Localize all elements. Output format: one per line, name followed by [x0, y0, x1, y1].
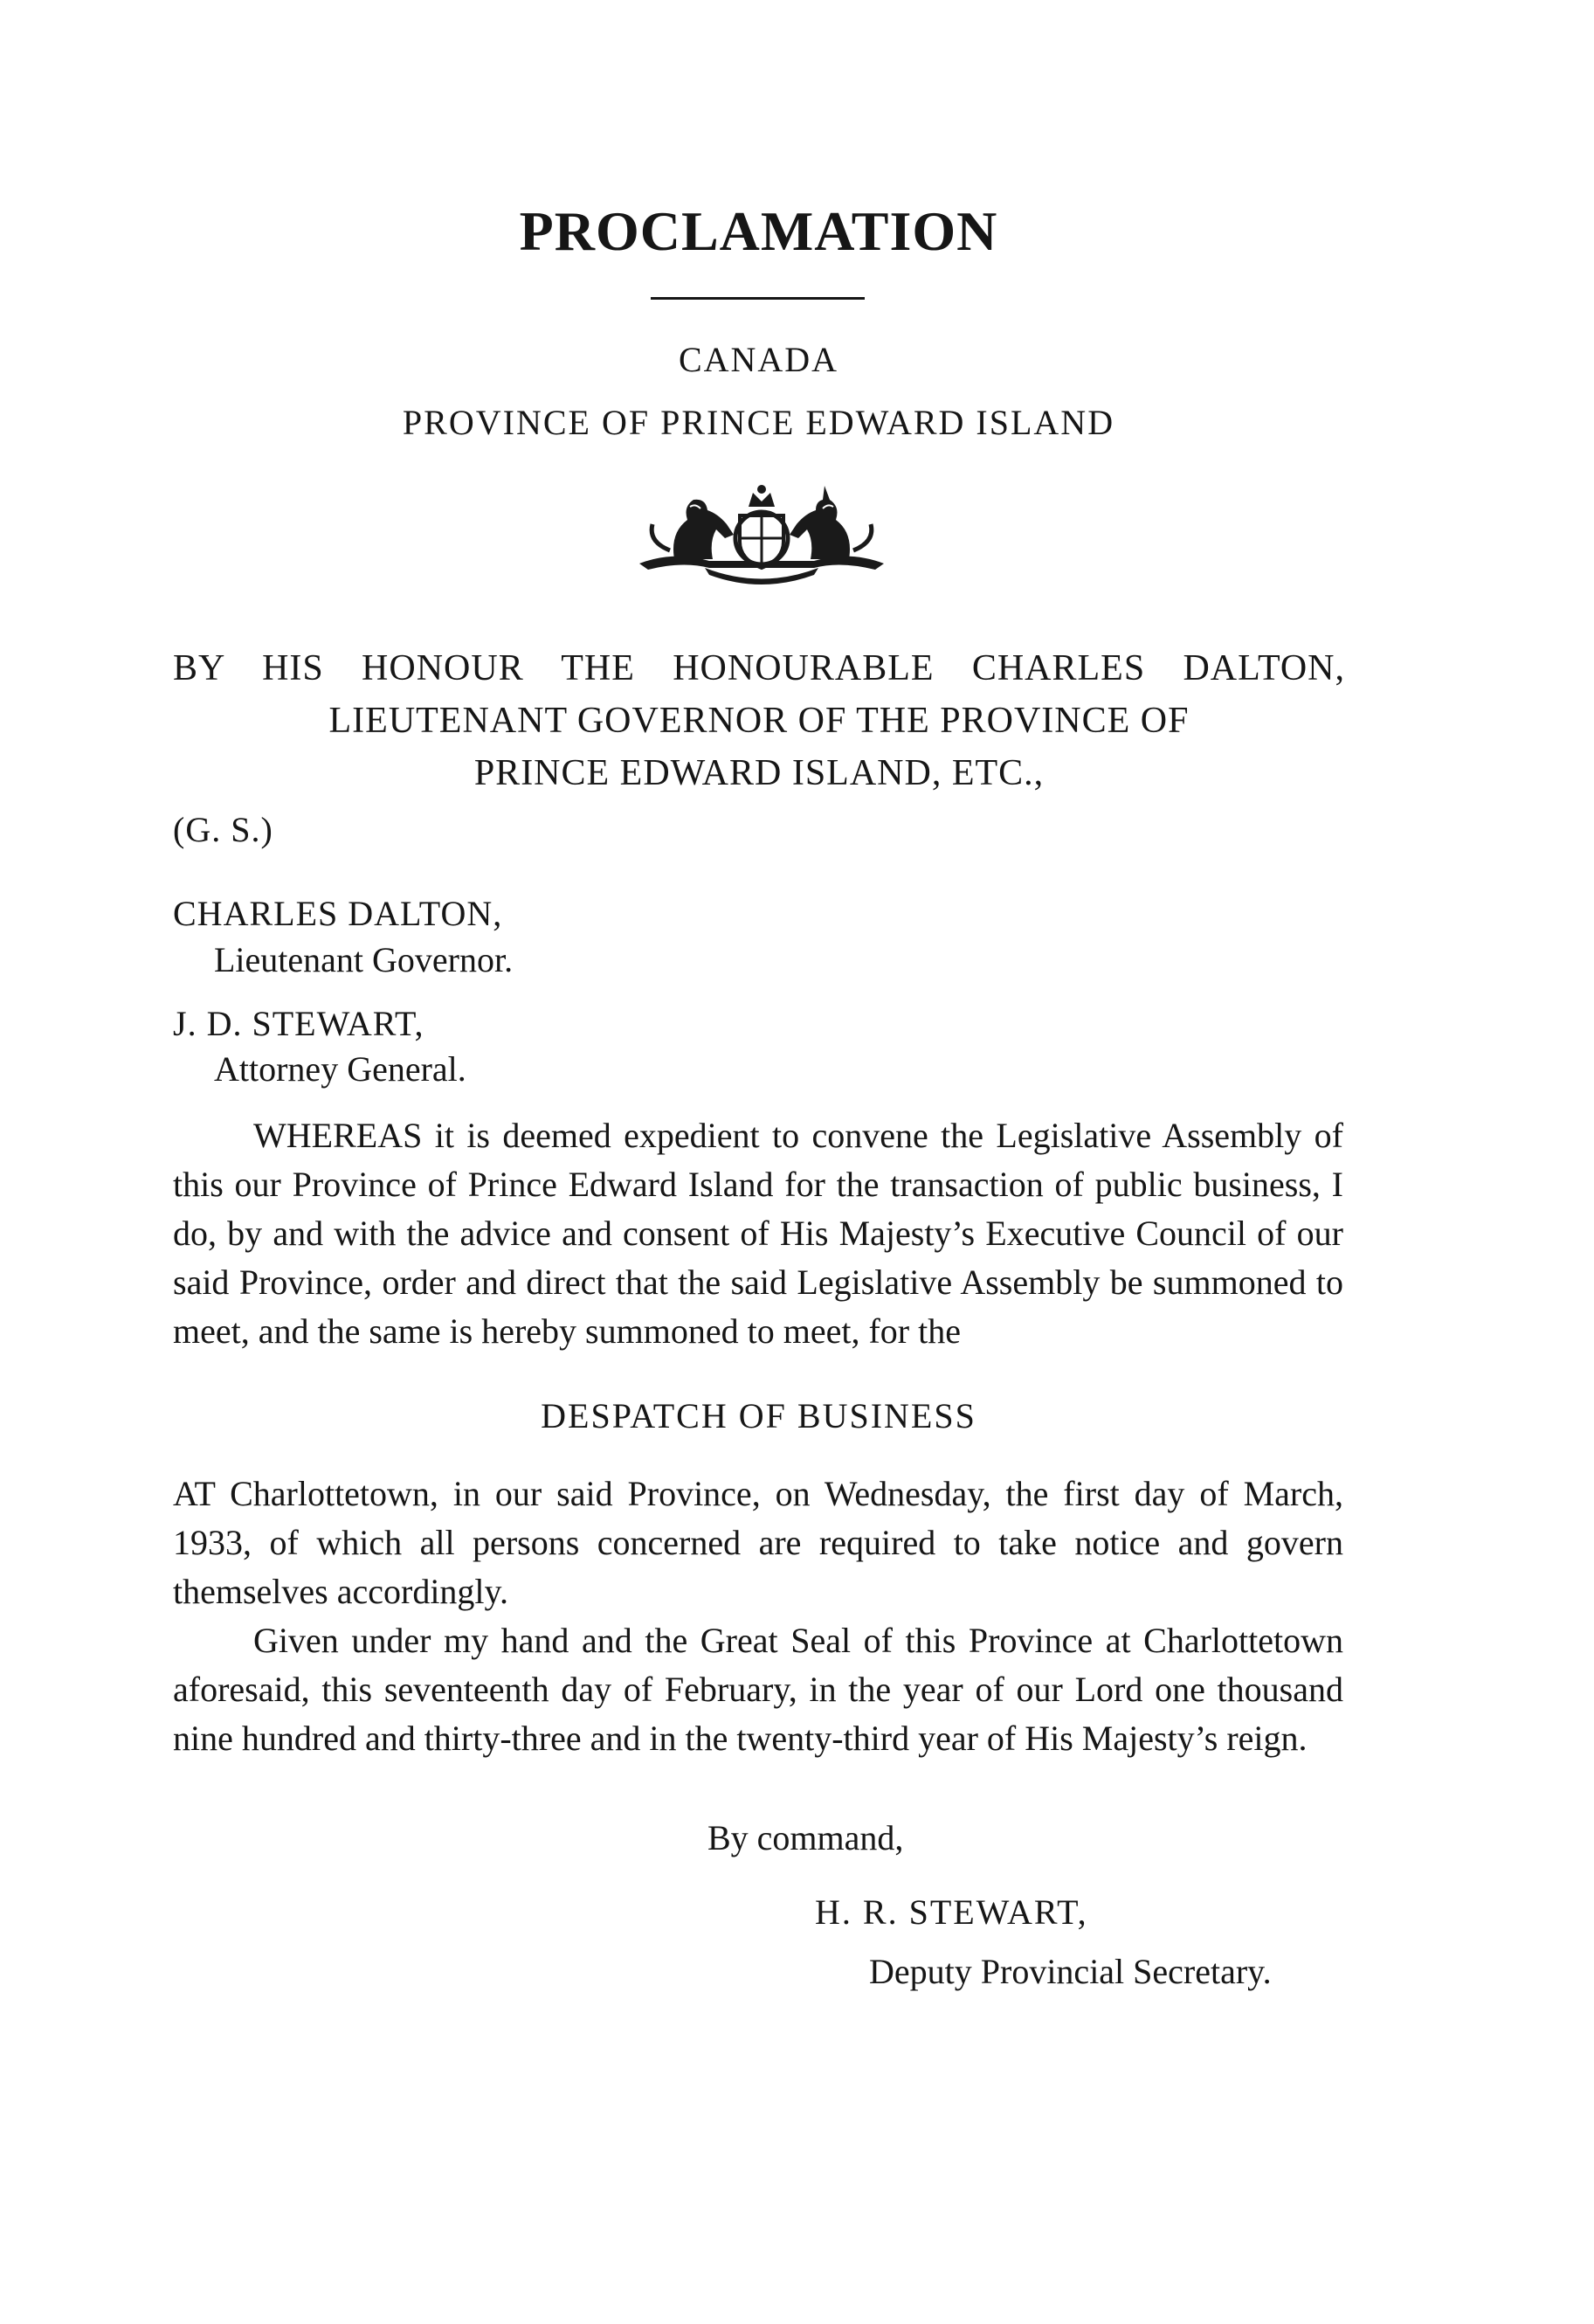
proclamation-byline: [173, 642, 1345, 799]
purpose-heading: DESPATCH OF BUSINESS: [541, 1396, 976, 1435]
at-text: AT Charlottetown, in our said Province, on Wednesday, the first day of March, 1933, of which all persons concerned are required to take notice and govern themselves accordingly.: [173, 1474, 1343, 1611]
country-heading: CANADA: [678, 340, 839, 379]
signatory-name: CHARLES DALTON,: [173, 894, 503, 933]
signer-title: Deputy Provincial Secretary.: [869, 1952, 1272, 1991]
whereas-text: WHEREAS it is deemed expedient to convene the Legislative Assembly of this our Province of Prince Edward Island for the transaction of public business, I do, by and with the advice and consent of His Majesty’s Executive Council of our said Province, order and direct that the said Legislative Assembly be summoned to meet, and the same is hereby summoned to meet, for the: [173, 1116, 1343, 1351]
signer-name: H. R. STEWART,: [815, 1892, 1088, 1932]
seal-note: (G. S.): [173, 810, 273, 849]
given-paragraph: [173, 1616, 1343, 1763]
whereas-paragraph: [173, 1111, 1343, 1356]
byline-line-2: LIEUTENANT GOVERNOR OF THE PROVINCE OF: [328, 701, 1190, 741]
signatory-name: J. D. STEWART,: [173, 1004, 424, 1043]
title-divider: [651, 297, 865, 300]
document-title: PROCLAMATION: [519, 200, 998, 262]
byline-line-1: BY HIS HONOUR THE HONOURABLE CHARLES DALTON,: [173, 648, 1345, 688]
signatory-title: Attorney General.: [214, 1049, 466, 1089]
signatory-title: Lieutenant Governor.: [214, 940, 514, 979]
by-command: By command,: [707, 1818, 904, 1857]
given-text: Given under my hand and the Great Seal of this Province at Charlottetown aforesaid, this seventeenth day of February, in the year of our Lord one thousand nine hundred and thirty-three and in the twenty-third year of His Majesty’s reign.: [173, 1621, 1343, 1758]
byline-line-3: PRINCE EDWARD ISLAND, ETC.,: [473, 753, 1045, 793]
at-paragraph: [173, 1470, 1343, 1616]
royal-coat-of-arms-icon: [622, 481, 901, 594]
province-heading: PROVINCE OF PRINCE EDWARD ISLAND: [402, 403, 1115, 442]
